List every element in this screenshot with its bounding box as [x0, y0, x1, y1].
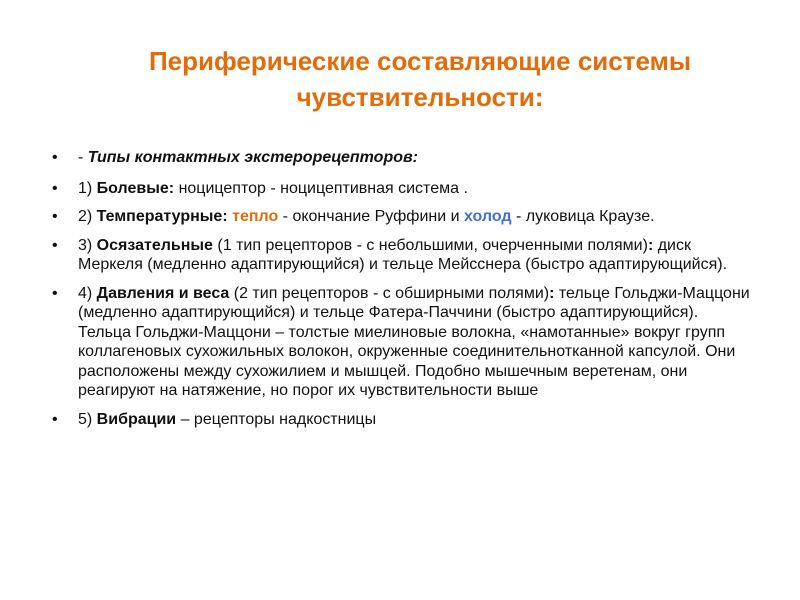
bullet-item-receptor-types	[52, 148, 752, 168]
pressure-text: тельце Гольджи-Маццони (медленно адаптирующийся) и тельце Фатера-Паччини (быстро адаптирующийся). Тельца Гольджи-Маццони – толстые миелиновые волокна, «намотанные» вокруг групп коллагеновых сухожильных волокон, окруженные соединительнотканной капсулой. Они расположены между сухожилием и мышцей. Подобно мышечным веретенам, они реагируют на натяжение, но порог их чувствительности выше	[78, 284, 750, 399]
pressure-colon: :	[549, 284, 555, 302]
pain-text: ноцицептор - ноцицептивная система .	[174, 179, 468, 197]
touch-heading: Осязательные	[96, 236, 213, 254]
warm-text: - окончание Руффини и	[278, 208, 464, 225]
touch-paren: (1 тип рецепторов - с небольшими, очерченными полями)	[212, 236, 648, 254]
bullet-list	[52, 148, 752, 438]
bullet-item-temperature	[52, 207, 752, 227]
slide-title-line-2: чувствительности:	[296, 82, 544, 113]
warm-label: тепло	[227, 208, 279, 225]
slide-title	[80, 43, 760, 115]
temperature-heading: Температурные	[96, 208, 223, 225]
touch-text: диск Меркеля (медленно адаптирующийся) и тельце Мейсснера (быстро адаптирующийся).	[78, 236, 728, 273]
vibration-heading: Вибрации	[96, 410, 177, 428]
slide-title-line-1: Периферические составляющие системы	[148, 46, 692, 77]
pressure-heading: Давления и веса	[96, 284, 230, 302]
bullet-item-pain	[52, 179, 752, 199]
cold-label: холод	[463, 208, 512, 225]
pressure-paren: (2 тип рецепторов - с обширными полями)	[229, 284, 550, 302]
cold-text: - луковица Краузе.	[511, 208, 655, 225]
dash-prefix: -	[78, 149, 88, 166]
temperature-colon: :	[222, 208, 228, 225]
bullet-item-pressure	[52, 284, 752, 401]
pain-colon: :	[168, 179, 175, 197]
pain-heading: Болевые	[96, 179, 169, 197]
receptor-types-heading: Типы контактных экстерорецепторов:	[87, 149, 418, 166]
item-number: 4)	[78, 284, 97, 302]
touch-colon: :	[647, 236, 654, 254]
bullet-item-touch	[52, 236, 752, 275]
item-number: 1)	[78, 179, 97, 197]
bullet-item-vibration	[52, 410, 752, 430]
item-number: 5)	[78, 410, 97, 428]
item-number: 2)	[78, 208, 97, 225]
item-number: 3)	[78, 236, 97, 254]
vibration-text: – рецепторы надкостницы	[176, 410, 377, 428]
